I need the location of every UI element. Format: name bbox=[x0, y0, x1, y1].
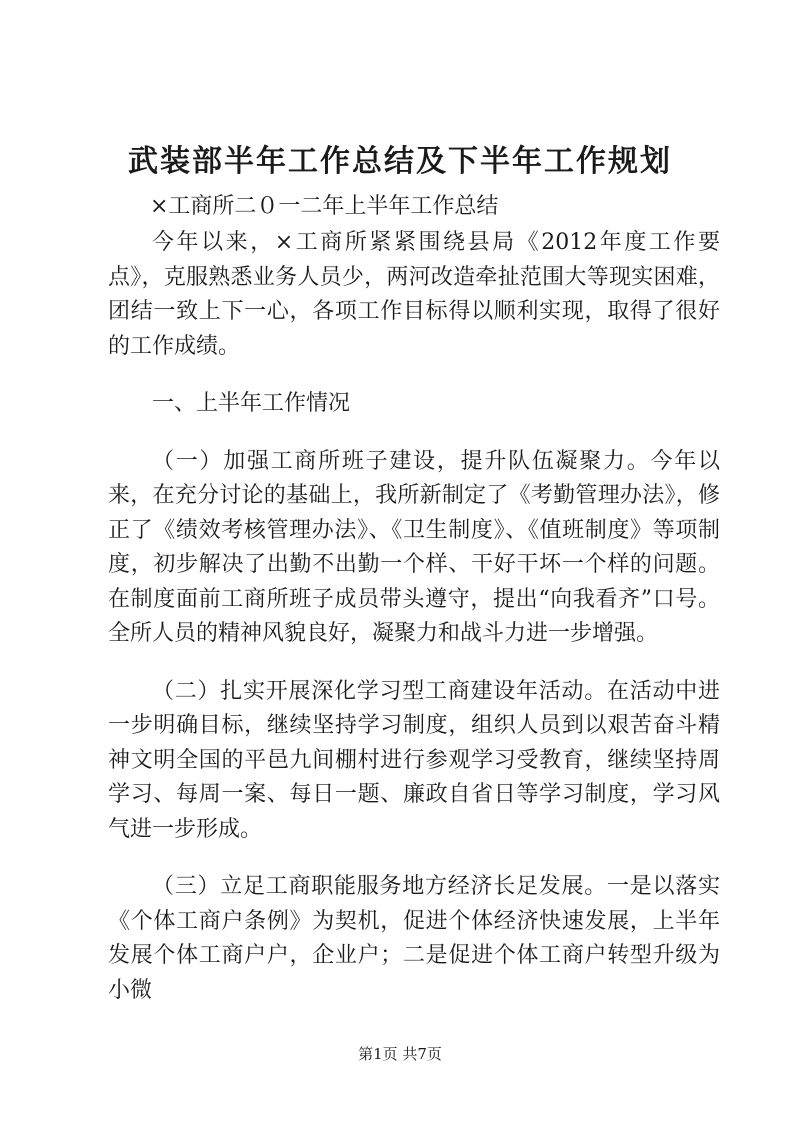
paragraph-intro: 今年以来，×工商所紧紧围绕县局《2012年度工作要点》，克服熟悉业务人员少，两河改造牵扯范围大等现实困难，团结一致上下一心，各项工作目标得以顺利实现，取得了很好的工作成绩。 bbox=[108, 230, 720, 359]
paragraph-item-2: （二）扎实开展深化学习型工商建设年活动。在活动中进一步明确目标，继续坚持学习制度，组织人员到以艰苦奋斗精神文明全国的平邑九间棚村进行参观学习受教育，继续坚持周学习、每周一案、每日一题、廉政自省日等学习制度，学习风气进一步形成。 bbox=[108, 678, 720, 842]
document-body bbox=[108, 226, 720, 1008]
page-footer: 第1页 共7页 bbox=[358, 1045, 442, 1063]
section-heading: 一、上半年工作情况 bbox=[152, 391, 351, 416]
paragraph-item-1: （一）加强工商所班子建设，提升队伍凝聚力。今年以来，在充分讨论的基础上，我所新制定了《考勤管理办法》，修正了《绩效考核管理办法》、《卫生制度》、《值班制度》等项制度，初步解决了出勤不出勤一个样、干好干坏一个样的问题。在制度面前工商所班子成员带头遵守，提出“向我看齐”口号。全所人员的精神风貌良好，凝聚力和战斗力进一步增强。 bbox=[108, 448, 720, 646]
paragraph-item-3: （三）立足工商职能服务地方经济长足发展。一是以落实《个体工商户条例》为契机，促进个体经济快速发展，上半年发展个体工商户户，企业户；二是促进个体工商户转型升级为小微 bbox=[108, 874, 720, 1003]
document-subtitle: ×工商所二０一二年上半年工作总结 bbox=[150, 194, 499, 219]
document-title: 武装部半年工作总结及下半年工作规划 bbox=[128, 144, 672, 179]
